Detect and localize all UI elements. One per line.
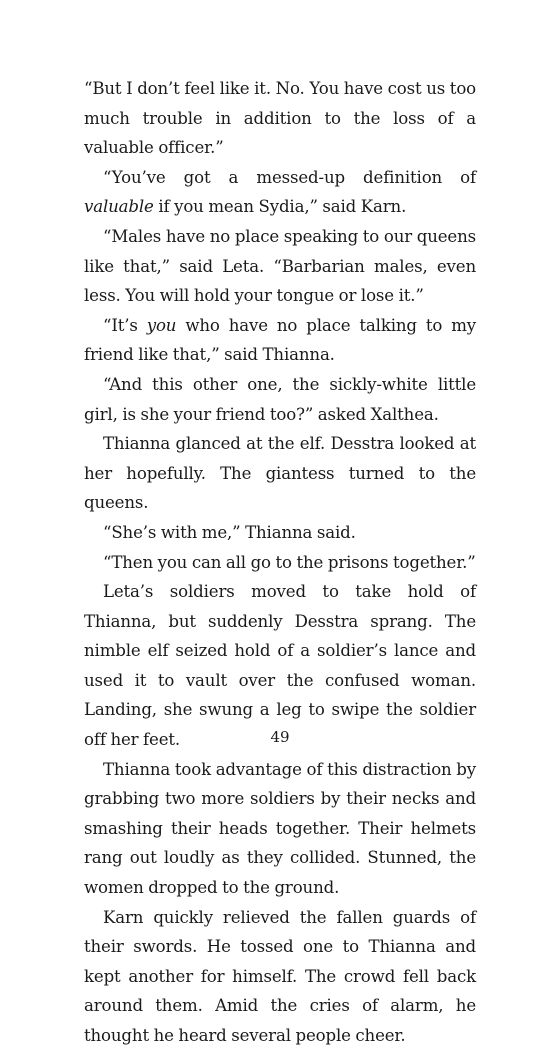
text-run: “But I don’t feel like it. No. You have cost us too much trouble in addition to the loss of a valuable officer.” [84,79,476,158]
text-run: Leta’s soldiers moved to take hold of Thianna, but suddenly Desstra sprang. The nimble elf seized hold of a soldier’s lance and used it to vault over the confused woman. Landing, she swung a leg to swipe the soldier off her feet. [84,582,476,750]
paragraph [84,755,476,903]
text-run: “She’s with me,” Thianna said. [103,522,356,542]
text-run: “It’s [103,315,147,335]
paragraph [84,222,476,311]
paragraph [84,74,476,163]
text-run: who have no place talking to my friend like that,” said Thianna. [84,315,477,365]
text-run: Thianna glanced at the elf. Desstra looked at her hopefully. The giantess turned to the queens. [84,434,476,513]
text-run: Karn quickly relieved the fallen guards of their swords. He tossed one to Thianna and kept another for himself. The crowd fell back around them. Amid the cries of alarm, he thought he heard several people cheer. [84,907,476,1045]
text-run: “Then you can all go to the prisons together.” [103,552,476,572]
paragraph [84,903,476,1051]
text-run: “Males have no place speaking to our queens like that,” said Leta. “Barbarian males, even less. You will hold your tongue or lose it.” [84,226,476,306]
emphasized-text: valuable [84,197,154,217]
text-run: “And this other one, the sickly-white little girl, is she your friend too?” asked Xalthea. [84,374,476,424]
paragraph [84,370,476,429]
paragraph [84,163,476,222]
paragraph [84,518,476,548]
paragraph [84,429,476,518]
page-number: 49 [270,728,290,746]
text-run: Thianna took advantage of this distraction by grabbing two more soldiers by their necks and smashing their heads together. Their helmets rang out loudly as they collided. Stunned, the women dropped to the ground. [84,759,476,898]
text-run: if you mean Sydia,” said Karn. [153,197,407,217]
paragraph [84,311,476,370]
text-run: “You’ve got a messed-up definition of [103,167,476,187]
paragraph [84,548,476,578]
emphasized-text: you [146,315,177,335]
body-text [84,74,476,1051]
